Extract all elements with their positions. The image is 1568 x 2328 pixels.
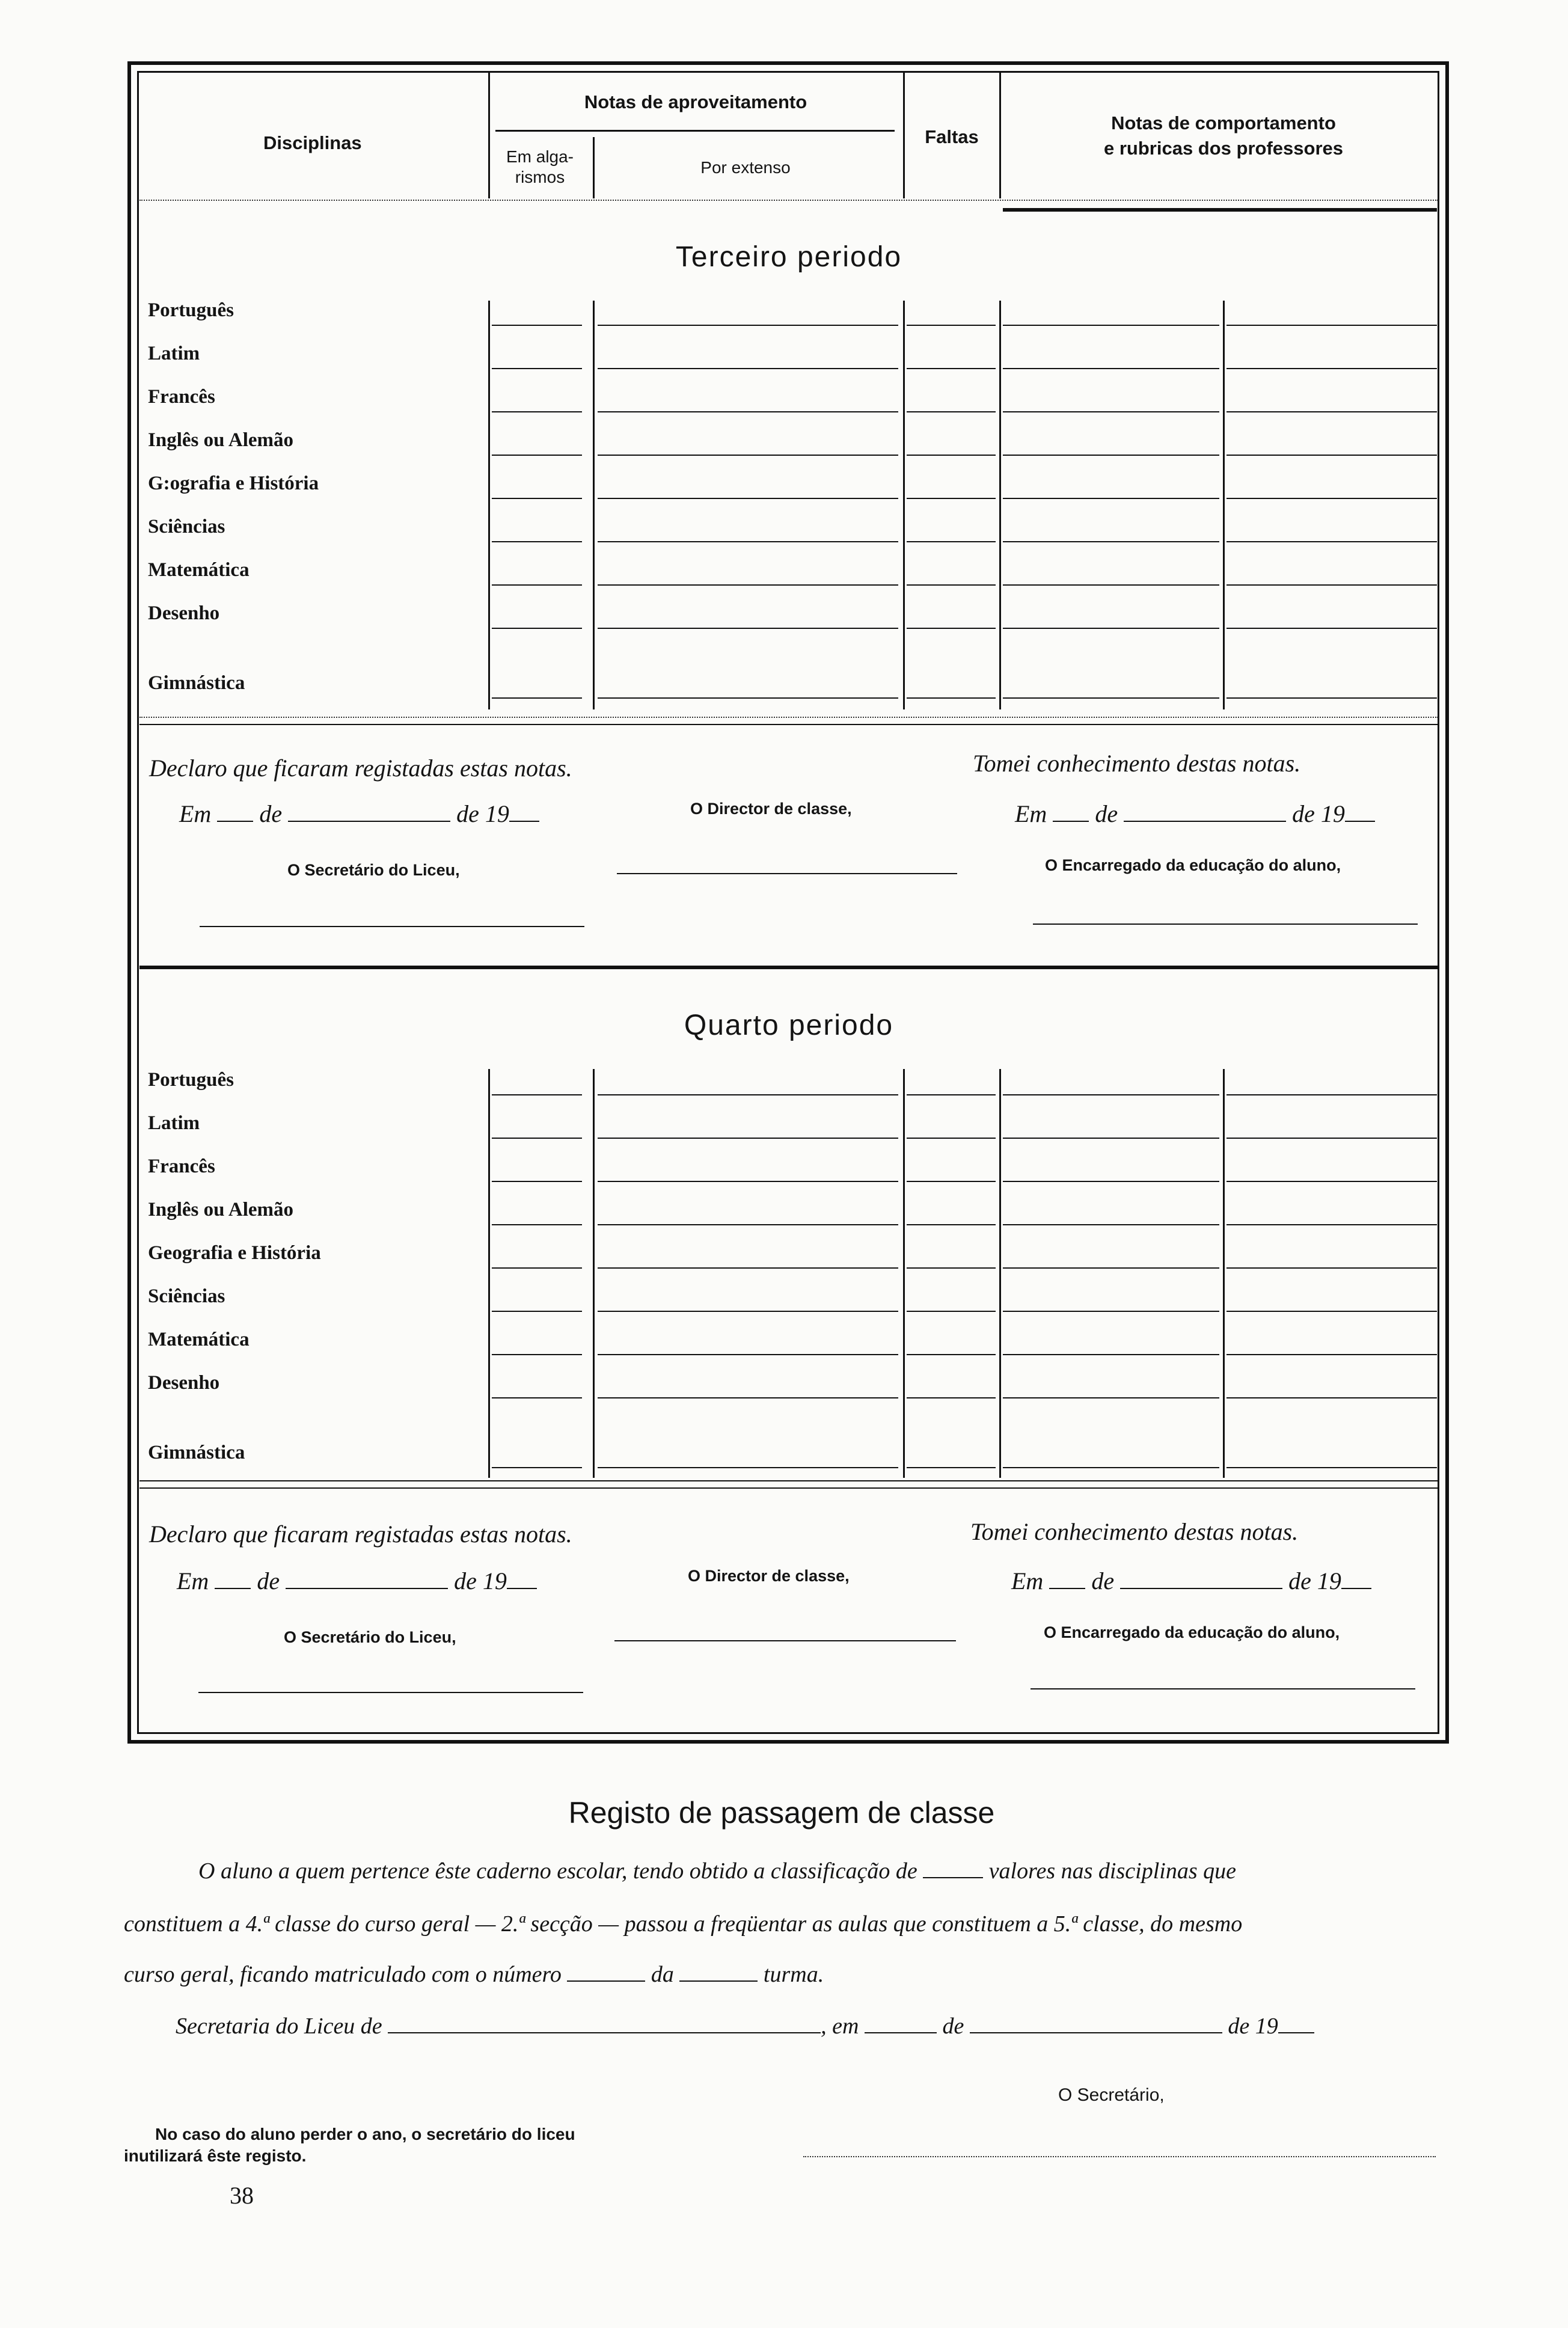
subject-label: Francês: [148, 1156, 215, 1177]
entry-line[interactable]: [1227, 1138, 1437, 1139]
entry-line[interactable]: [1003, 1267, 1219, 1269]
period-bottom-rule: [139, 1487, 1438, 1489]
year-blank[interactable]: [1278, 2032, 1314, 2033]
year-label: de 19: [454, 1567, 507, 1594]
subject-label: Matemática: [148, 559, 250, 581]
encarregado-label: O Encarregado da educação do aluno,: [1044, 1623, 1340, 1641]
entry-line[interactable]: [492, 1311, 582, 1312]
entry-line[interactable]: [598, 541, 898, 542]
header-disciplinas: Disciplinas: [263, 132, 362, 153]
entry-line[interactable]: [598, 368, 898, 369]
entry-line[interactable]: [1227, 411, 1437, 412]
entry-line[interactable]: [1003, 411, 1219, 412]
entry-line[interactable]: [492, 1467, 582, 1468]
registo-line-4: [176, 2013, 1314, 2039]
page-number: 38: [230, 2182, 254, 2209]
numero-blank[interactable]: [567, 1980, 645, 1982]
header-comportamento-line2: e rubricas dos professores: [1104, 138, 1343, 159]
entry-line[interactable]: [492, 1397, 582, 1398]
inner-frame: [137, 71, 1439, 1734]
registo-line-3: [124, 1961, 824, 1988]
entry-line[interactable]: [1003, 368, 1219, 369]
subject-label: Latim: [148, 343, 200, 364]
year-label: de 19: [456, 800, 509, 827]
entry-line[interactable]: [598, 411, 898, 412]
entry-line[interactable]: [1003, 1224, 1219, 1225]
registo-title: Registo de passagem de classe: [568, 1796, 995, 1830]
header-bottom-rule: [139, 200, 1438, 201]
turma-blank[interactable]: [679, 1980, 758, 1982]
column-divider: [903, 301, 905, 709]
entry-line[interactable]: [1227, 1094, 1437, 1095]
secretario-label: O Secretário do Liceu,: [284, 1628, 456, 1646]
day-blank[interactable]: [1053, 821, 1089, 822]
subject-label: Português: [148, 299, 234, 321]
header-bottom-rule: [1003, 208, 1437, 212]
entry-line[interactable]: [492, 697, 582, 699]
column-divider: [999, 301, 1001, 709]
entry-line[interactable]: [492, 1267, 582, 1269]
registo-text: curso geral, ficando matriculado com o número: [124, 1962, 562, 1987]
subject-label: Latim: [148, 1112, 200, 1134]
entry-line[interactable]: [1003, 541, 1219, 542]
secretario-signature-line[interactable]: [198, 1692, 583, 1693]
year-blank[interactable]: [509, 821, 539, 822]
de-label: de: [259, 800, 283, 827]
year-blank[interactable]: [507, 1588, 537, 1589]
entry-line[interactable]: [598, 455, 898, 456]
entry-line[interactable]: [598, 1267, 898, 1269]
entry-line[interactable]: [907, 498, 996, 499]
entry-line[interactable]: [1003, 1354, 1219, 1355]
year-label: de 19: [1288, 1567, 1341, 1594]
entry-line[interactable]: [598, 498, 898, 499]
entry-line[interactable]: [907, 1138, 996, 1139]
date-line-right: [1011, 1567, 1371, 1595]
registo-line-2: constituem a 4.ª classe do curso geral — 2.ª secção — passou a freqüentar as aulas que constituem a 5.ª classe, do mesmo: [124, 1911, 1243, 1937]
entry-line[interactable]: [907, 541, 996, 542]
period-title: Quarto periodo: [684, 1009, 894, 1041]
entry-line[interactable]: [1227, 1224, 1437, 1225]
em-label: Em: [1011, 1567, 1044, 1594]
entry-line[interactable]: [492, 411, 582, 412]
entry-line[interactable]: [598, 1311, 898, 1312]
registo-text: da: [651, 1962, 674, 1987]
entry-line[interactable]: [907, 411, 996, 412]
entry-line[interactable]: [1227, 325, 1437, 326]
column-divider: [1223, 1069, 1225, 1478]
day-blank[interactable]: [217, 821, 253, 822]
header-em-algarismos-line2: rismos: [515, 168, 565, 186]
entry-line[interactable]: [907, 697, 996, 699]
date-line-left: [179, 800, 539, 828]
subject-label: Geografia e História: [148, 1242, 321, 1264]
entry-line[interactable]: [598, 697, 898, 699]
entry-line[interactable]: [598, 584, 898, 586]
column-divider: [1223, 301, 1225, 709]
acknowledgement-text: Tomei conhecimento destas notas.: [973, 750, 1301, 777]
declaration-text: Declaro que ficaram registadas estas notas.: [149, 755, 572, 782]
subject-label: G:ografia e História: [148, 473, 319, 494]
subject-label: Gimnástica: [148, 672, 245, 694]
entry-line[interactable]: [598, 1354, 898, 1355]
column-divider: [999, 1069, 1001, 1478]
column-divider: [903, 1069, 905, 1478]
entry-line[interactable]: [598, 1138, 898, 1139]
column-divider: [593, 301, 595, 709]
registo-line-1: [198, 1858, 1236, 1884]
registo-signature-line[interactable]: [803, 2156, 1436, 2157]
entry-line[interactable]: [907, 1267, 996, 1269]
period-bottom-rule: [139, 717, 1438, 718]
footnote-line-1: No caso do aluno perder o ano, o secretário do liceu: [155, 2125, 575, 2143]
em-label: Em: [1015, 800, 1047, 827]
entry-line[interactable]: [492, 1138, 582, 1139]
entry-line[interactable]: [1003, 1397, 1219, 1398]
header-faltas: Faltas: [925, 126, 979, 147]
day-blank[interactable]: [865, 2032, 937, 2033]
header-em-algarismos-line1: Em alga-: [506, 147, 574, 166]
registo-text: O aluno a quem pertence êste caderno escolar, tendo obtido a classificação de: [198, 1858, 917, 1884]
period-separator: [139, 966, 1438, 969]
entry-line[interactable]: [598, 1397, 898, 1398]
entry-line[interactable]: [907, 1224, 996, 1225]
entry-line[interactable]: [1227, 1267, 1437, 1269]
subject-label: Francês: [148, 386, 215, 408]
entry-line[interactable]: [1227, 584, 1437, 586]
entry-line[interactable]: [1003, 628, 1219, 629]
director-label: O Director de classe,: [688, 1567, 850, 1585]
entry-line[interactable]: [492, 1094, 582, 1095]
subject-label: Desenho: [148, 1372, 220, 1394]
entry-line[interactable]: [1003, 455, 1219, 456]
entry-line[interactable]: [1003, 697, 1219, 699]
period-bottom-rule: [139, 1480, 1438, 1481]
subject-label: Sciências: [148, 516, 225, 538]
subject-label: Inglês ou Alemão: [148, 1199, 294, 1221]
de-label: de: [1091, 1567, 1115, 1594]
entry-line[interactable]: [907, 1397, 996, 1398]
header-rule: [495, 130, 895, 132]
subject-label: Matemática: [148, 1329, 250, 1350]
secretario-signature-line[interactable]: [200, 926, 584, 927]
header-divider: [593, 137, 595, 198]
em-label: Em: [179, 800, 212, 827]
entry-line[interactable]: [907, 1467, 996, 1468]
entry-line[interactable]: [492, 1224, 582, 1225]
entry-line[interactable]: [598, 325, 898, 326]
entry-line[interactable]: [598, 628, 898, 629]
entry-line[interactable]: [1227, 368, 1437, 369]
entry-line[interactable]: [1003, 1311, 1219, 1312]
entry-line[interactable]: [1227, 541, 1437, 542]
classificacao-blank[interactable]: [923, 1877, 983, 1878]
subject-label: Inglês ou Alemão: [148, 429, 294, 451]
column-divider: [488, 1069, 490, 1478]
registo-text: de 19: [1228, 2014, 1278, 2039]
director-signature-line[interactable]: [614, 1640, 956, 1641]
year-blank[interactable]: [1345, 821, 1375, 822]
subject-label: Desenho: [148, 602, 220, 624]
header-comportamento-line1: Notas de comportamento: [1111, 112, 1336, 133]
entry-line[interactable]: [492, 584, 582, 586]
entry-line[interactable]: [907, 368, 996, 369]
entry-line[interactable]: [1003, 1181, 1219, 1182]
entry-line[interactable]: [1227, 455, 1437, 456]
subject-label: Sciências: [148, 1285, 225, 1307]
header-notas-aproveitamento: Notas de aproveitamento: [584, 91, 807, 112]
entry-line[interactable]: [907, 1311, 996, 1312]
subject-label: Gimnástica: [148, 1442, 245, 1463]
encarregado-signature-line[interactable]: [1031, 1688, 1415, 1689]
footnote-line-2: inutilizará êste registo.: [124, 2146, 307, 2165]
entry-line[interactable]: [1227, 697, 1437, 699]
entry-line[interactable]: [492, 1354, 582, 1355]
registo-text: Secretaria do Liceu de: [176, 2014, 382, 2039]
header-por-extenso: Por extenso: [700, 158, 791, 177]
entry-line[interactable]: [492, 368, 582, 369]
entry-line[interactable]: [1003, 1467, 1219, 1468]
entry-line[interactable]: [492, 541, 582, 542]
entry-line[interactable]: [907, 628, 996, 629]
declaration-text: Declaro que ficaram registadas estas notas.: [149, 1521, 572, 1548]
entry-line[interactable]: [598, 1467, 898, 1468]
month-blank[interactable]: [286, 1588, 448, 1589]
entry-line[interactable]: [1227, 1467, 1437, 1468]
month-blank[interactable]: [1124, 821, 1286, 822]
entry-line[interactable]: [1003, 584, 1219, 586]
entry-line[interactable]: [492, 628, 582, 629]
header-comportamento: [1010, 111, 1437, 161]
de-label: de: [257, 1567, 280, 1594]
entry-line[interactable]: [1227, 1354, 1437, 1355]
day-blank[interactable]: [215, 1588, 251, 1589]
entry-line[interactable]: [1003, 1138, 1219, 1139]
entry-line[interactable]: [1003, 498, 1219, 499]
year-blank[interactable]: [1341, 1588, 1371, 1589]
entry-line[interactable]: [907, 584, 996, 586]
entry-line[interactable]: [1227, 1397, 1437, 1398]
entry-line[interactable]: [1003, 325, 1219, 326]
encarregado-label: O Encarregado da educação do aluno,: [1045, 856, 1341, 874]
month-blank[interactable]: [1120, 1588, 1282, 1589]
header-divider: [999, 71, 1001, 198]
header-divider: [903, 71, 905, 198]
entry-line[interactable]: [907, 1354, 996, 1355]
period-title: Terceiro periodo: [675, 241, 902, 273]
em-label: Em: [177, 1567, 209, 1594]
footnote: [124, 2124, 575, 2167]
entry-line[interactable]: [907, 455, 996, 456]
entry-line[interactable]: [907, 1181, 996, 1182]
de-label: de: [1095, 800, 1118, 827]
header-divider: [488, 71, 490, 198]
month-blank[interactable]: [288, 821, 450, 822]
entry-line[interactable]: [907, 1094, 996, 1095]
subject-label: Português: [148, 1069, 234, 1091]
registo-text: , em: [821, 2014, 859, 2039]
period-bottom-rule: [139, 724, 1438, 725]
entry-line[interactable]: [598, 1181, 898, 1182]
registo-text: de: [942, 2014, 964, 2039]
entry-line[interactable]: [1227, 1311, 1437, 1312]
registo-secretario-label: O Secretário,: [1058, 2085, 1165, 2105]
acknowledgement-text: Tomei conhecimento destas notas.: [970, 1518, 1299, 1545]
registo-text: valores nas disciplinas que: [988, 1858, 1236, 1884]
date-line-left: [177, 1567, 537, 1595]
director-signature-line[interactable]: [617, 873, 957, 874]
entry-line[interactable]: [492, 455, 582, 456]
entry-line[interactable]: [1227, 498, 1437, 499]
liceu-blank[interactable]: [388, 2032, 821, 2033]
entry-line[interactable]: [598, 1094, 898, 1095]
entry-line[interactable]: [907, 325, 996, 326]
month-blank[interactable]: [970, 2032, 1222, 2033]
director-label: O Director de classe,: [690, 800, 852, 818]
day-blank[interactable]: [1049, 1588, 1085, 1589]
secretario-label: O Secretário do Liceu,: [287, 861, 460, 879]
entry-line[interactable]: [1003, 1094, 1219, 1095]
entry-line[interactable]: [492, 325, 582, 326]
column-divider: [593, 1069, 595, 1478]
encarregado-signature-line[interactable]: [1033, 924, 1418, 925]
entry-line[interactable]: [598, 1224, 898, 1225]
entry-line[interactable]: [492, 1181, 582, 1182]
entry-line[interactable]: [1227, 1181, 1437, 1182]
entry-line[interactable]: [492, 498, 582, 499]
column-divider: [488, 301, 490, 709]
entry-line[interactable]: [1227, 628, 1437, 629]
date-line-right: [1015, 800, 1375, 828]
registo-text: turma.: [763, 1962, 824, 1987]
year-label: de 19: [1292, 800, 1345, 827]
header-em-algarismos: [492, 147, 588, 188]
